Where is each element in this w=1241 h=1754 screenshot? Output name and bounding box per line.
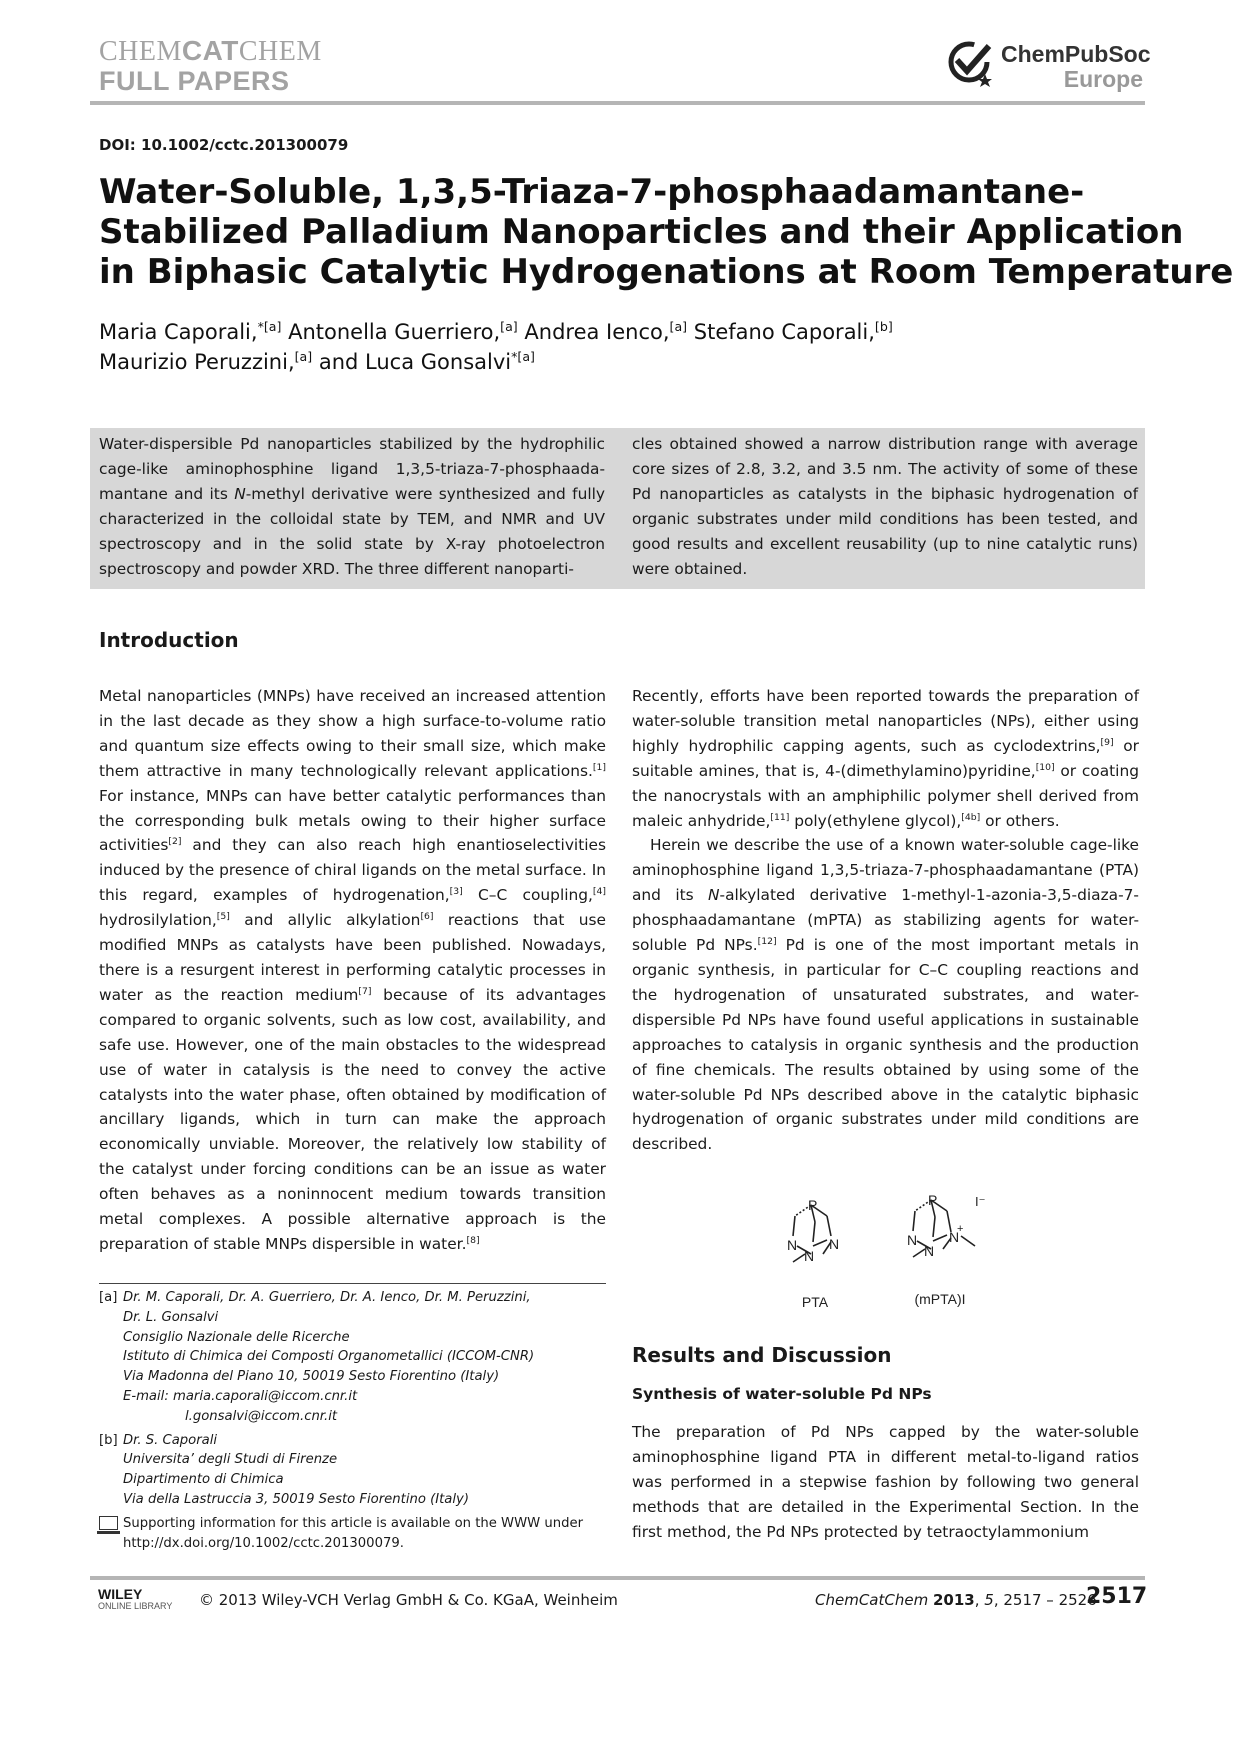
copyright: © 2013 Wiley-VCH Verlag GmbH & Co. KGaA, Weinheim [199,1591,618,1609]
author-affiliation: *[a] [257,319,282,334]
publisher-emblem-icon [945,38,997,90]
supporting-info-note: Supporting information for this article is available on the WWW under http://dx.doi.org/10.1002/cctc.201300079. [99,1514,609,1554]
mpta-atom-p: P [928,1192,938,1208]
footnote-divider [99,1283,606,1284]
mpta-charge: + [957,1223,964,1235]
affiliations [99,1288,609,1553]
paragraph: Herein we describe the use of a known water-soluble cage-like aminophosphine ligand 1,3,5-triaza-7-phosphaadamantane (PTA) and its N-alkylated derivative 1-methyl-1-azonia-3,5-diaza-7-phosphaadamantane (mPTA) as stabilizing agents for water-soluble Pd NPs.[12] Pd is one of the most important metals in organic synthesis, in particular for C–C coupling reactions and the hydrogenation of unsaturated substrates, and water-dispersible Pd NPs have found useful applications in sustainable approaches to catalysis in organic synthesis and the production of fine chemicals. The results obtained by using some of the water-soluble Pd NPs described above in the catalytic biphasic hydrogenation of organic substrates under mild conditions are described. [632,836,1140,1154]
author-list [99,317,1149,377]
introduction-left-column [99,684,606,1257]
citation-ref: [4] [592,886,607,898]
paragraph: Metal nanoparticles (MNPs) have received an increased attention in the last decade as they show a high surface-to-volume ratio and quantum size effects owing to their small size, which make them attractive in many technologically relevant applications.[1] For instance, MNPs can have better catalytic performances than the corresponding bulk metals owing to their higher surface activities[2] and they can also reach high enantioselectivities induced by the presence of chiral ligands on the metal surface. In this regard, examples of hydrogenation,[3] C–C coupling,[4] hydrosilylation,[5] and allylic alkylation[6] reactions that use modified MNPs as catalysts have been published. Nowadays, there is a resurgent interest in performing catalytic processes in water as the reaction medium[7] because of its advantages compared to organic solvents, such as low cost, availability, and safe use. However, one of the main obstacles to the widespread use of water in catalysis is the need to convey the active catalysts into the water phase, often obtained by modification of ancillary ligands, which in turn can make the approach economically unviable. Moreover, the relatively low stability of the catalyst under forcing conditions can be an issue as water often behaves as a noninnocent medium towards transition metal complexes. A possible alternative approach is the preparation of stable MNPs dispersible in water.[8] [99,687,607,1253]
affiliation-a: [a] Dr. M. Caporali, Dr. A. Guerriero, Dr. A. Ienco, Dr. M. Peruzzini, Dr. L. Gonsalvi Consiglio Nazionale delle Ricerche Istituto di Chimica dei Composti Organometallici (ICCOM-CNR) Via Madonna del Piano 10, 50019 Sesto Fiorentino (Italy) E-mail: maria.caporali@iccom.cnr.it l.gonsalvi@iccom.cnr.it [99,1290,535,1424]
citation-ref: [3] [449,886,463,898]
mpta-atom-n: N [949,1229,960,1245]
citation-ref: [2] [168,836,182,848]
pta-atom-p: P [808,1197,818,1213]
publisher-name: ChemPubSoc [1001,41,1151,67]
article-title [99,172,1234,292]
abstract-right-column: cles obtained showed a narrow distribution range with average core sizes of 2.8, 3.2, and 3.5 nm. The activity of some of these Pd nanoparticles as catalysts in the biphasic hydrogenation of organic substrates under mild conditions has been tested, and good results and excellent reusability (up to nine catalytic runs) were obtained. [632,435,1138,578]
author-affiliation: [a] [669,319,688,334]
title-line: in Biphasic Catalytic Hydrogenations at Room Temperature [99,252,1234,292]
pta-atom-n: N [804,1248,815,1264]
mpta-atom-n: N [907,1232,918,1248]
title-line: Stabilized Palladium Nanoparticles and their Application [99,212,1184,252]
subsection-heading: Synthesis of water-soluble Pd NPs [632,1385,932,1403]
paragraph: The preparation of Pd NPs capped by the water-soluble aminophosphine ligand PTA in different metal-to-ligand ratios was performed in a stepwise fashion by following two general methods that are detailed in the Experimental Section. In the first method, the Pd NPs protected by tetraoctylammonium [632,1423,1139,1541]
mpta-label: (mPTA)I [914,1291,966,1307]
author-name: and Luca Gonsalvi [318,350,512,374]
iodide-counterion: I⁻ [975,1194,986,1209]
pta-atom-n: N [829,1236,840,1252]
results-heading: Results and Discussion [632,1343,892,1367]
introduction-heading: Introduction [99,628,239,652]
pta-atom-n: N [787,1237,798,1253]
author-affiliation: *[a] [511,349,535,364]
publisher-logo [945,38,1155,92]
citation-ref: [6] [420,911,434,923]
paragraph: Recently, efforts have been reported towards the preparation of water-soluble transition metal nanoparticles (NPs), either using highly hydrophilic capping agents, such as cyclodextrins,[9] or suitable amines, that is, 4-(dimethylamino)pyridine,[10] or coating the nanocrystals with an amphiphilic polymer shell derived from maleic anhydride,[11] poly(ethylene glycol),[4b] or others. [632,687,1139,830]
citation-ref: [5] [216,911,230,923]
title-line: Water-Soluble, 1,3,5-Triaza-7-phosphaadamantane- [99,172,1085,212]
chemical-structures-figure [765,1190,1145,1320]
citation-ref: [10] [1035,761,1055,773]
introduction-right-column [632,684,1139,1157]
computer-icon [99,1516,118,1530]
author-name: Stefano Caporali, [693,320,875,344]
header-divider [90,101,1145,105]
citation-ref: [4b] [961,811,981,823]
author-affiliation: [a] [500,319,518,334]
abstract-left-column: Water-dispersible Pd nanoparticles stabilized by the hydrophilic cage-like aminophosphine ligand 1,3,5-triaza-7-phosphaada-mantane and its N-methyl derivative were synthesized and fully characterized in the colloidal state by TEM, and NMR and UV spectroscopy and in the solid state by X-ray photoelectron spectroscopy and powder XRD. The three different nanoparti- [99,435,605,578]
mpta-atom-n: N [924,1243,935,1259]
wiley-logo: WILEY ONLINE LIBRARY [98,1586,173,1611]
citation-ref: [9] [1100,736,1114,748]
footer-divider [90,1576,1145,1580]
page-number: 2517 [1086,1584,1148,1609]
author-affiliation: [a] [294,349,313,364]
citation-ref: [8] [466,1234,480,1246]
journal-name: CHEMCATCHEM [99,35,322,67]
author-name: Maria Caporali, [99,320,258,344]
author-name: Maurizio Peruzzini, [99,350,295,374]
journal-citation: ChemCatChem 2013, 5, 2517 – 2526 [815,1591,1097,1609]
mpta-structure [913,1200,975,1257]
citation-ref: [11] [770,811,790,823]
citation-ref: [12] [757,935,777,947]
citation-ref: [1] [592,761,606,773]
section-label: FULL PAPERS [99,66,290,96]
affiliation-b: [b] Dr. S. Caporali Universita’ degli Studi di Firenze Dipartimento di Chimica Via della Lastruccia 3, 50019 Sesto Fiorentino (Italy) [99,1432,469,1507]
author-affiliation: [b] [874,319,893,334]
publisher-region: Europe [1063,66,1143,92]
author-name: Antonella Guerriero, [288,320,501,344]
citation-ref: [7] [358,985,372,997]
pta-label: PTA [801,1294,829,1310]
author-name: Andrea Ienco, [524,320,670,344]
doi: DOI: 10.1002/cctc.201300079 [99,136,349,154]
